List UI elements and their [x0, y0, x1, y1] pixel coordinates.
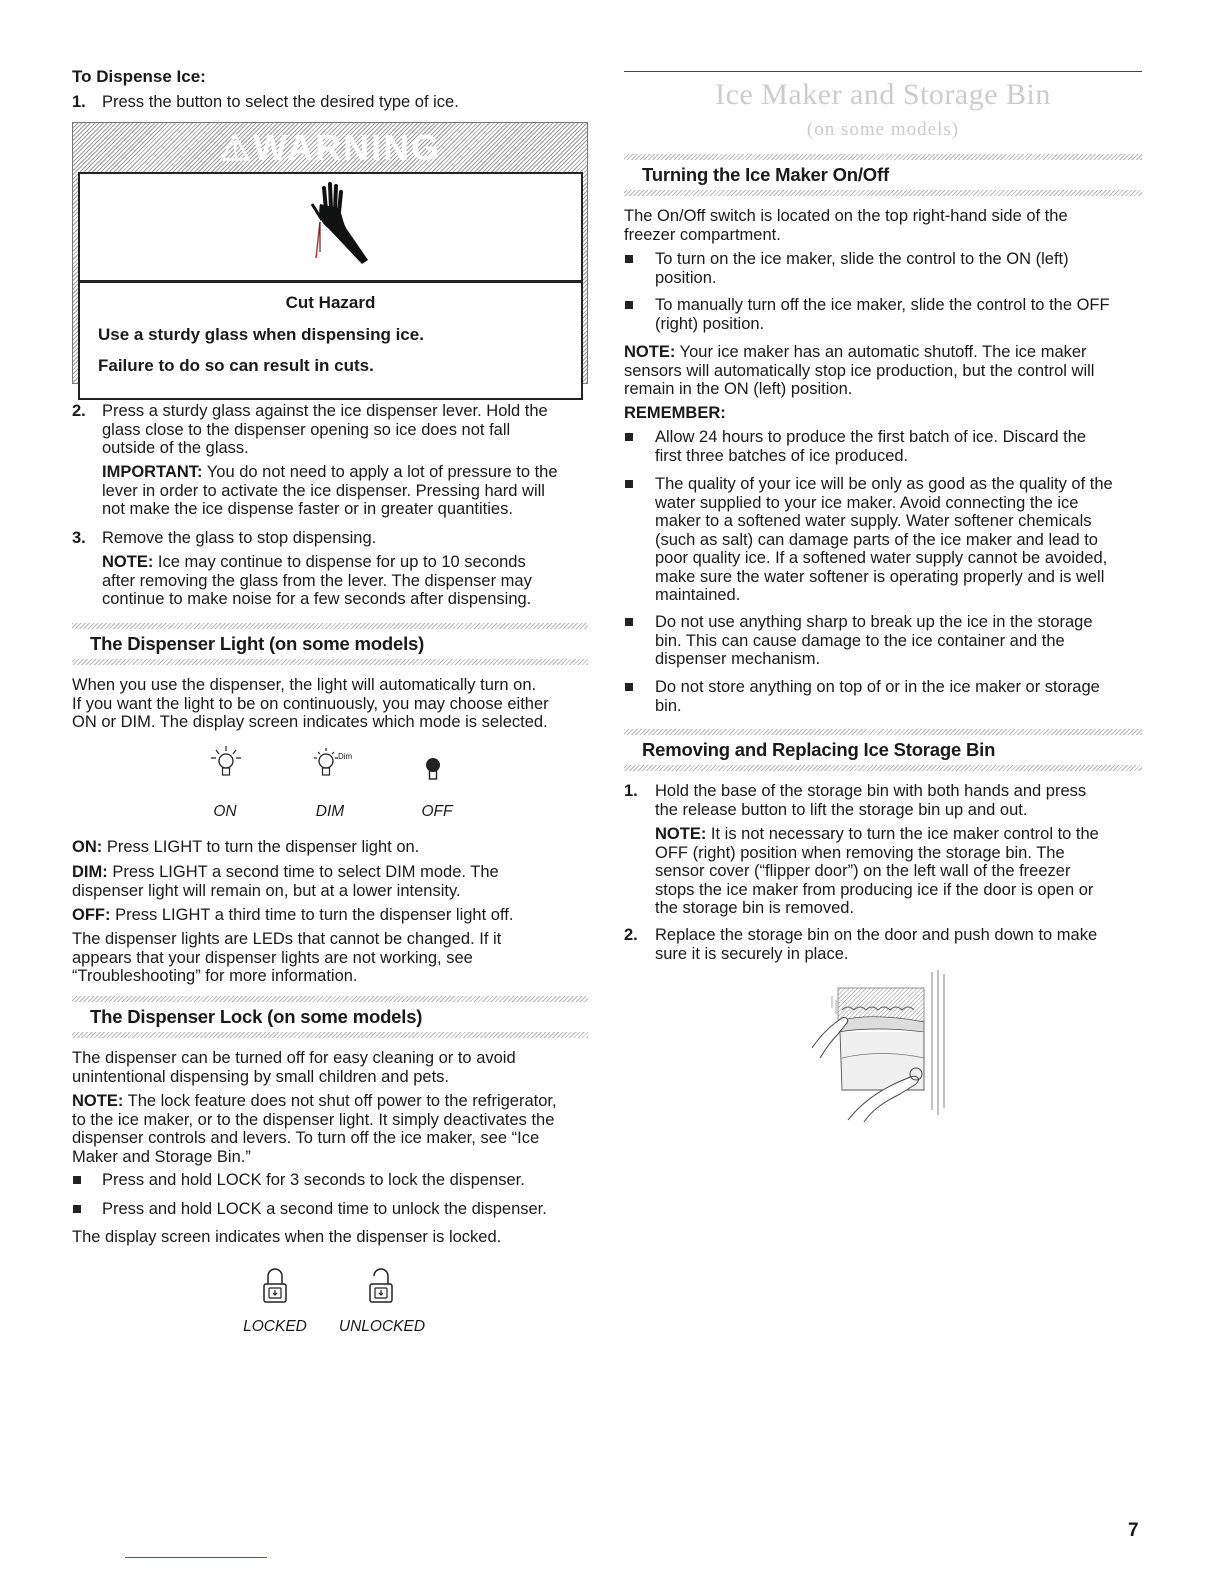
bullet-icon	[625, 618, 633, 626]
ice-maker-title: Ice Maker and Storage Bin	[715, 78, 1051, 111]
remember-heading: REMEMBER:	[624, 404, 726, 422]
light-dim-caption: DIM	[315, 803, 345, 820]
lock-outro: The display screen indicates when the dispenser is locked.	[72, 1228, 502, 1246]
bullet-icon	[625, 480, 633, 488]
light-section-header	[72, 623, 588, 665]
onoff-intro: The On/Off switch is located on the top right-hand side of the freezer compartment.	[624, 207, 1068, 244]
light-on-caption: ON	[213, 803, 237, 820]
bin-step-2-text: Replace the storage bin on the door and push down to make sure it is securely in place.	[655, 926, 1098, 963]
lock-note: NOTE: The lock feature does not shut off power to the refrigerator, to the ice maker, or to the dispenser light. It simply deactivates the dispenser controls and levers. To turn off the ice maker, see “Ice Maker and Storage Bin.”	[72, 1092, 557, 1166]
light-off-icon	[422, 756, 444, 784]
remember-bullet-1: Allow 24 hours to produce the first batch of ice. Discard the first three batches of ice produced.	[655, 428, 1087, 465]
light-intro: When you use the dispenser, the light will automatically turn on. If you want the light to be on continuously, you may choose either ON or DIM. The display screen indicates which mode is selected.	[72, 676, 549, 731]
lock-section-header	[72, 996, 588, 1038]
lock-heading: The Dispenser Lock (on some models)	[90, 1006, 423, 1027]
leds-note: The dispenser lights are LEDs that cannot be changed. If it appears that your dispenser lights are not working, see “Troubleshooting” for more information.	[72, 930, 502, 985]
remember-bullet-2: The quality of your ice will be only as good as the quality of the water supplied to your ice maker. Avoid connecting the ice maker to a softened water supply. Water softener chemicals (such as salt) can damage parts of the ice maker and lead to poor quality ice. If a softened water supply cannot be avoided, make sure the water softener is operating properly and is well maintained.	[655, 475, 1113, 604]
warning-panel	[78, 172, 583, 400]
bullet-icon	[625, 433, 633, 441]
unlocked-caption: UNLOCKED	[338, 1318, 426, 1335]
warning-divider	[80, 280, 581, 283]
bin-step-1-number: 1.	[624, 782, 638, 800]
onoff-bullet-2: To manually turn off the ice maker, slide the control to the OFF (right) position.	[655, 296, 1110, 333]
important-note: IMPORTANT: You do not need to apply a lot of pressure to the lever in order to activate the ice dispenser. Pressing hard will not make the ice dispense faster or in greater quantities.	[102, 463, 558, 518]
bin-note: NOTE: It is not necessary to turn the ice maker control to the OFF (right) position when removing the storage bin. The sensor cover (“flipper door”) on the left wall of the freezer stops the ice maker from producing ice if the door is open or the storage bin is removed.	[655, 825, 1099, 917]
bullet-icon	[73, 1205, 81, 1213]
ice-maker-subtitle: (on some models)	[806, 119, 960, 140]
warning-line-1: Use a sturdy glass when dispensing ice.	[98, 325, 424, 344]
light-heading: The Dispenser Light (on some models)	[90, 633, 425, 654]
bin-heading: Removing and Replacing Ice Storage Bin	[642, 739, 996, 760]
lock-bullet-1: Press and hold LOCK for 3 seconds to lock the dispenser.	[102, 1171, 525, 1189]
dispense-note: NOTE: Ice may continue to dispense for up to 10 seconds after removing the glass from the lever. The dispenser may continue to make noise for a few seconds after dispensing.	[102, 553, 532, 608]
onoff-heading: Turning the Ice Maker On/Off	[642, 164, 889, 185]
step-2-text: Press a sturdy glass against the ice dispenser lever. Hold the glass close to the dispenser opening so ice does not fall outside of the glass.	[102, 402, 548, 457]
lock-bullet-2: Press and hold LOCK a second time to unlock the dispenser.	[102, 1200, 547, 1218]
ice-bin-illustration	[812, 970, 954, 1122]
bullet-icon	[73, 1176, 81, 1184]
dispense-ice-heading: To Dispense Ice:	[72, 67, 206, 86]
page-number: 7	[1128, 1520, 1139, 1541]
onoff-bullet-1: To turn on the ice maker, slide the control to the ON (left) position.	[655, 250, 1069, 287]
locked-caption: LOCKED	[243, 1318, 307, 1335]
bullet-icon	[625, 683, 633, 691]
step-3-number: 3.	[72, 529, 86, 547]
light-on-icon	[208, 744, 244, 782]
off-desc: OFF: Press LIGHT a third time to turn the dispenser light off.	[72, 906, 514, 924]
locked-icon	[262, 1266, 288, 1306]
dim-desc: DIM: Press LIGHT a second time to select DIM mode. The dispenser light will remain on, but at a lower intensity.	[72, 863, 499, 900]
shutoff-note: NOTE: Your ice maker has an automatic shutoff. The ice maker sensors will automatically stop ice production, but the control will remain in the ON (left) position.	[624, 343, 1095, 398]
remember-bullet-4: Do not store anything on top of or in the ice maker or storage bin.	[655, 678, 1100, 715]
cut-hazard-icon	[302, 182, 372, 270]
dim-small-label: Dim	[338, 752, 353, 761]
onoff-section-header	[624, 154, 1142, 196]
step-1-text: Press the button to select the desired type of ice.	[102, 93, 459, 111]
bullet-icon	[625, 255, 633, 263]
bin-step-2-number: 2.	[624, 926, 638, 944]
lock-intro: The dispenser can be turned off for easy cleaning or to avoid unintentional dispensing by small children and pets.	[72, 1049, 516, 1086]
remember-bullet-3: Do not use anything sharp to break up the ice in the storage bin. This can cause damage to the ice container and the dispenser mechanism.	[655, 613, 1093, 668]
warning-line-2: Failure to do so can result in cuts.	[98, 356, 374, 375]
warning-title: ⚠WARNING	[218, 127, 442, 168]
unlocked-icon	[368, 1266, 394, 1306]
light-dim-icon	[308, 744, 368, 782]
light-off-caption: OFF	[421, 803, 453, 820]
warning-hazard: Cut Hazard	[285, 293, 376, 312]
on-desc: ON: Press LIGHT to turn the dispenser light on.	[72, 838, 420, 856]
bin-step-1-text: Hold the base of the storage bin with both hands and press the release button to lift the storage bin up and out.	[655, 782, 1087, 819]
bin-section-header	[624, 729, 1142, 771]
step-1-number: 1.	[72, 93, 86, 111]
step-2-number: 2.	[72, 402, 86, 420]
step-3-text: Remove the glass to stop dispensing.	[102, 529, 377, 547]
section-top-rule	[624, 71, 1142, 72]
warning-box	[72, 122, 588, 384]
bullet-icon	[625, 301, 633, 309]
footer-rule	[125, 1557, 267, 1558]
